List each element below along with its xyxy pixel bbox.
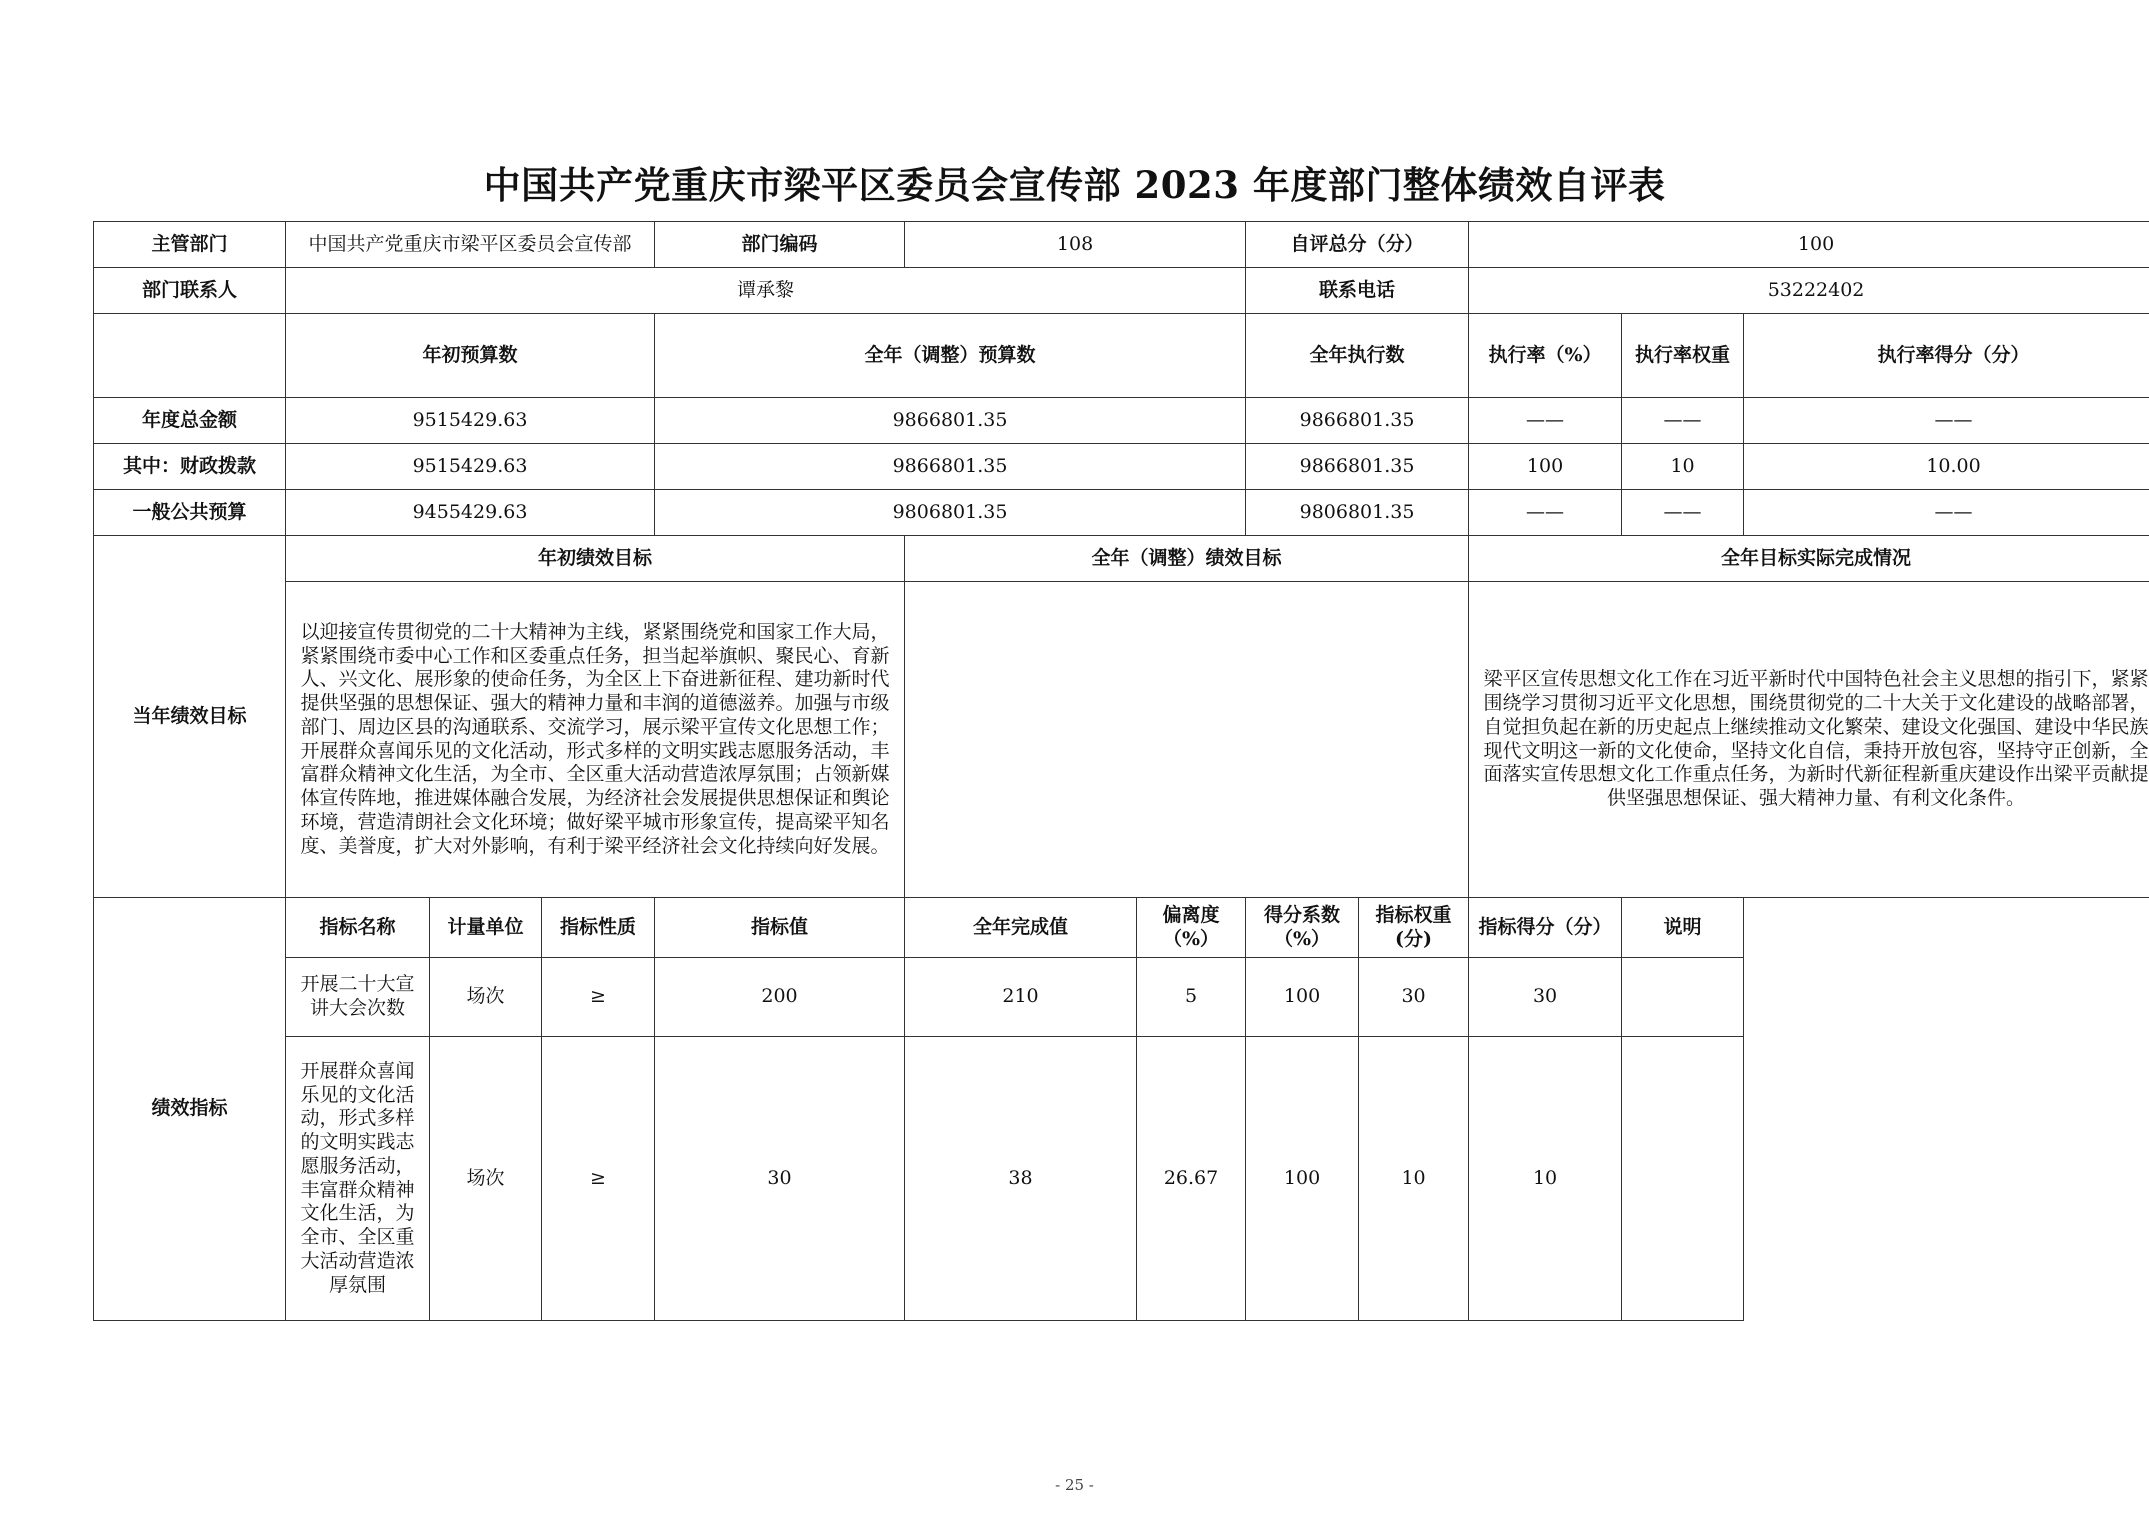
ind-header-score: 指标得分（分） [1469, 898, 1622, 958]
indicator-weight: 30 [1359, 958, 1469, 1037]
goals-content-row [94, 582, 2149, 898]
ind-header-value: 指标值 [655, 898, 905, 958]
indicators-row-label: 绩效指标 [94, 898, 286, 1321]
budget-header-initial: 年初预算数 [286, 314, 655, 398]
performance-evaluation-table [93, 221, 2149, 1321]
goals-header-adjusted: 全年（调整）绩效目标 [905, 536, 1469, 582]
indicator-row [94, 1037, 2149, 1321]
indicator-coef: 100 [1246, 958, 1359, 1037]
budget-score: —— [1744, 490, 2149, 536]
ind-header-coef [1246, 898, 1359, 958]
budget-initial: 9515429.63 [286, 398, 655, 444]
budget-header-row [94, 314, 2149, 398]
indicator-name: 开展群众喜闻乐见的文化活动，形式多样的文明实践志愿服务活动，丰富群众精神文化生活，为全市、全区重大活动营造浓厚氛围 [286, 1037, 430, 1321]
header-row-contact [94, 268, 2149, 314]
indicator-coef: 100 [1246, 1037, 1359, 1321]
indicator-score: 10 [1469, 1037, 1622, 1321]
ind-header-weight-line1: 指标权重 [1375, 903, 1452, 926]
goals-header-row [94, 536, 2149, 582]
budget-weight: —— [1622, 490, 1744, 536]
budget-row-label: 一般公共预算 [94, 490, 286, 536]
indicator-unit: 场次 [430, 1037, 542, 1321]
goals-header-actual: 全年目标实际完成情况 [1469, 536, 2149, 582]
contact-value: 谭承黎 [286, 268, 1246, 314]
ind-header-deviation-line1: 偏离度 [1162, 903, 1220, 926]
indicator-row [94, 958, 2149, 1037]
budget-header-executed: 全年执行数 [1246, 314, 1469, 398]
code-label: 部门编码 [655, 222, 905, 268]
initial-goal-text: 以迎接宣传贯彻党的二十大精神为主线，紧紧围绕党和国家工作大局，紧紧围绕市委中心工作和区委重点任务，担当起举旗帜、聚民心、育新人、兴文化、展形象的使命任务，为全区上下奋进新征程、建功新时代提供坚强的思想保证、强大的精神力量和丰润的道德滋养。加强与市级部门、周边区县的沟通联系、交流学习，展示梁平宣传文化思想工作；开展群众喜闻乐见的文化活动，形式多样的文明实践志愿服务活动，丰富群众精神文化生活，为全市、全区重大活动营造浓厚氛围；占领新媒体宣传阵地，推进媒体融合发展，为经济社会发展提供思想保证和舆论环境，营造清朗社会文化环境；做好梁平城市形象宣传，提高梁平知名度、美誉度，扩大对外影响，有利于梁平经济社会文化持续向好发展。 [286, 582, 905, 898]
ind-header-deviation-line2: （%） [1162, 927, 1220, 950]
dept-value: 中国共产党重庆市梁平区委员会宣传部 [286, 222, 655, 268]
budget-rate: —— [1469, 490, 1622, 536]
budget-initial: 9455429.63 [286, 490, 655, 536]
budget-header-weight: 执行率权重 [1622, 314, 1744, 398]
ind-header-deviation [1137, 898, 1246, 958]
score-label: 自评总分（分） [1246, 222, 1469, 268]
ind-header-coef-line2: （%） [1274, 927, 1331, 950]
budget-weight: —— [1622, 398, 1744, 444]
indicator-unit: 场次 [430, 958, 542, 1037]
page-number: - 25 - [1055, 1476, 1094, 1494]
budget-row [94, 398, 2149, 444]
budget-score: —— [1744, 398, 2149, 444]
indicator-weight: 10 [1359, 1037, 1469, 1321]
indicator-value: 200 [655, 958, 905, 1037]
budget-executed: 9866801.35 [1246, 444, 1469, 490]
budget-executed: 9866801.35 [1246, 398, 1469, 444]
ind-header-name: 指标名称 [286, 898, 430, 958]
ind-header-note: 说明 [1622, 898, 1744, 958]
contact-label: 部门联系人 [94, 268, 286, 314]
phone-value: 53222402 [1469, 268, 2149, 314]
indicator-completed: 38 [905, 1037, 1137, 1321]
goals-row-label: 当年绩效目标 [94, 536, 286, 898]
ind-header-unit: 计量单位 [430, 898, 542, 958]
adjusted-goal-text [905, 582, 1469, 898]
budget-row-label: 年度总金额 [94, 398, 286, 444]
budget-adjusted: 9866801.35 [655, 444, 1246, 490]
budget-corner-cell [94, 314, 286, 398]
actual-completion-text: 梁平区宣传思想文化工作在习近平新时代中国特色社会主义思想的指引下，紧紧围绕学习贯彻习近平文化思想，围绕贯彻党的二十大关于文化建设的战略部署，自觉担负起在新的历史起点上继续推动文化繁荣、建设文化强国、建设中华民族现代文明这一新的文化使命，坚持文化自信，秉持开放包容，坚持守正创新，全面落实宣传思想文化工作重点任务，为新时代新征程新重庆建设作出梁平贡献提供坚强思想保证、强大精神力量、有利文化条件。 [1469, 582, 2149, 898]
budget-weight: 10 [1622, 444, 1744, 490]
budget-score: 10.00 [1744, 444, 2149, 490]
ind-header-coef-line1: 得分系数 [1264, 903, 1341, 926]
budget-header-score: 执行率得分（分） [1744, 314, 2149, 398]
indicator-name: 开展二十大宣讲大会次数 [286, 958, 430, 1037]
budget-adjusted: 9806801.35 [655, 490, 1246, 536]
indicator-deviation: 5 [1137, 958, 1246, 1037]
ind-header-completed: 全年完成值 [905, 898, 1137, 958]
goals-header-initial: 年初绩效目标 [286, 536, 905, 582]
budget-row [94, 444, 2149, 490]
code-value: 108 [905, 222, 1246, 268]
budget-header-rate: 执行率（%） [1469, 314, 1622, 398]
indicator-deviation: 26.67 [1137, 1037, 1246, 1321]
budget-row-label: 其中：财政拨款 [94, 444, 286, 490]
header-row-department [94, 222, 2149, 268]
budget-rate: 100 [1469, 444, 1622, 490]
budget-adjusted: 9866801.35 [655, 398, 1246, 444]
indicator-nature: ≥ [542, 958, 655, 1037]
indicators-header-row [94, 898, 2149, 958]
phone-label: 联系电话 [1246, 268, 1469, 314]
budget-rate: —— [1469, 398, 1622, 444]
indicator-value: 30 [655, 1037, 905, 1321]
indicator-nature: ≥ [542, 1037, 655, 1321]
budget-initial: 9515429.63 [286, 444, 655, 490]
budget-header-adjusted: 全年（调整）预算数 [655, 314, 1246, 398]
score-value: 100 [1469, 222, 2149, 268]
dept-label: 主管部门 [94, 222, 286, 268]
indicator-note [1622, 1037, 1744, 1321]
ind-header-weight [1359, 898, 1469, 958]
page-title: 中国共产党重庆市梁平区委员会宣传部 2023 年度部门整体绩效自评表 [483, 163, 1666, 207]
ind-header-weight-line2: (分) [1395, 927, 1433, 950]
ind-header-nature: 指标性质 [542, 898, 655, 958]
budget-row [94, 490, 2149, 536]
indicator-score: 30 [1469, 958, 1622, 1037]
budget-executed: 9806801.35 [1246, 490, 1469, 536]
indicator-completed: 210 [905, 958, 1137, 1037]
indicator-note [1622, 958, 1744, 1037]
